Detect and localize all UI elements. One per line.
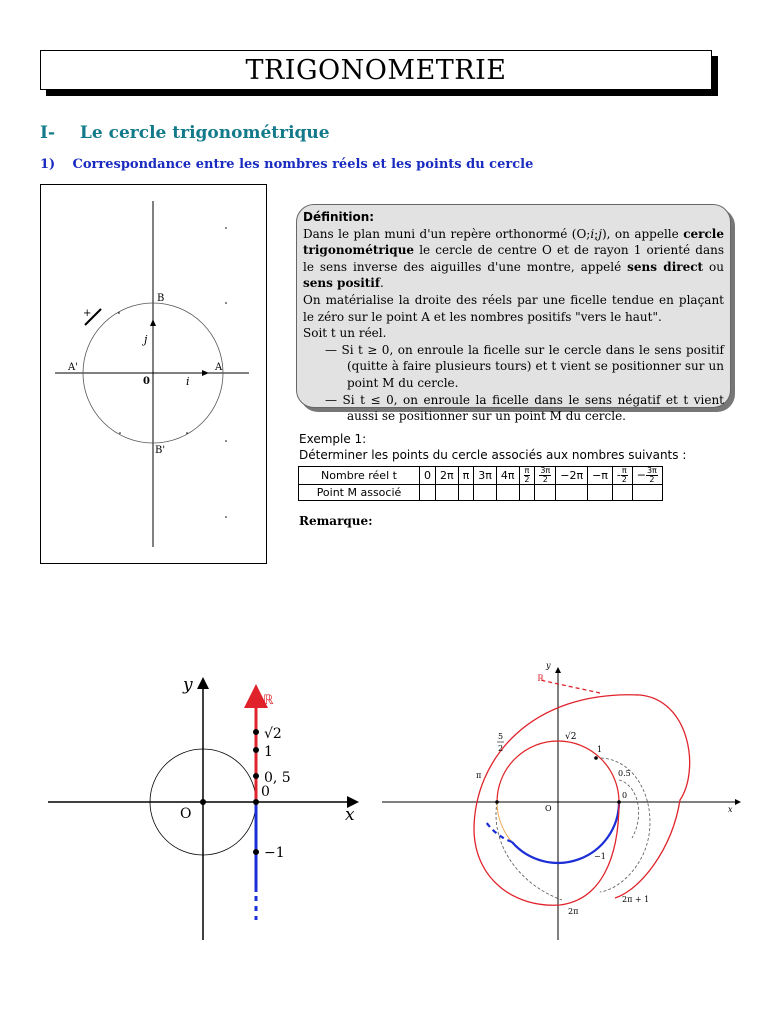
label-a: A [215,362,223,373]
definition-bullet-1: — Si t ≥ 0, on enroule la ficelle sur le cercle dans le sens positif (quitte à faire plusieurs tours) et t vient se positionner sur un point M du cercle. [325,342,724,390]
label-i: i [186,375,190,388]
fig3-pi-label: π [476,771,482,780]
trig-circle-svg [41,185,266,563]
figure-straight-line [48,675,356,940]
subsection-heading-1 [40,157,533,172]
fig3-point-one [594,756,598,760]
fig2-point-sqrt2 [253,729,259,735]
fig3-half-label: 0.5 [618,769,631,778]
fig3-reals-label: ℝ [537,674,545,684]
def-text: . [380,276,384,291]
vector-j-head [150,319,156,326]
def-text: ou [709,259,724,274]
def-text: ), on appelle [601,226,679,241]
frac-sign: − [636,468,646,482]
vector-i-head [202,370,209,376]
table-cell [519,467,535,485]
table-cell: π [458,467,474,485]
table-cell [556,485,588,501]
table-cell [436,485,459,501]
fig2-zero-label: 0 [261,784,270,800]
trig-circle-figure [40,184,267,564]
fig2-point-half [253,773,259,779]
table-cell: 4π [496,467,519,485]
table-cell [420,485,436,501]
definition-bullet-2: — Si t ≤ 0, on enroule la ficelle dans le sens négatif et t vient aussi se positionner sur un point M du cercle. [325,392,724,424]
frac-num: π [524,466,530,475]
label-origin: 0 [143,376,150,387]
fig2-origin-point [200,799,206,805]
frac-den: 2 [649,475,655,484]
definition-heading: Définition: [303,210,375,224]
fig3-y-label: y [546,661,551,670]
definition-box [296,204,731,424]
title-frame [40,50,712,90]
label-b-prime: B' [155,445,166,456]
tick-mark [186,432,188,434]
frac-den: 2 [542,475,548,484]
table-cell [632,467,662,485]
table-cell [458,485,474,501]
table-cell [535,467,556,485]
dot-mark [225,227,227,229]
wrapping-figures [0,650,768,950]
fig3-two-label: 2 [498,744,504,753]
fig2-minus-one-label: −1 [264,845,285,861]
definition-paragraph-2: On matérialise la droite des réels par une ficelle tendue en plaçant le zéro sur le point A et les nombres positifs "vers le haut". [303,292,724,324]
fig3-point-pi [495,800,499,804]
table-cell [474,485,497,501]
fig3-two-pi-plus-one-label: 2π + 1 [622,895,650,904]
example-title: Exemple 1: [299,432,367,446]
frac-num: π [621,466,627,475]
fig3-two-pi-label: 2π [568,907,579,916]
dot-mark [225,440,227,442]
def-text: ; [594,226,599,241]
fig2-reals-label: ℝ [263,693,274,708]
table-cell [612,485,632,501]
fig3-zero-label: 0 [622,791,628,800]
frac-den: 2 [524,475,530,484]
fig3-origin-label: O [545,804,552,813]
label-j: j [144,333,148,346]
label-b: B [157,293,165,304]
fig2-half-label: 0, 5 [264,770,291,786]
example-instruction: Déterminer les points du cercle associés aux nombres suivants : [299,448,687,462]
def-text: le cercle de centre O et de rayon 1 orienté dans le sens inverse des aiguilles d'une montre, appelé [303,243,724,274]
fig3-sqrt2-label: √2 [565,732,577,742]
dot-mark [225,516,227,518]
dot-mark [225,302,227,304]
fig2-point-zero [253,799,259,805]
fig3-point-zero [617,800,621,804]
fig3-x-label: x [728,805,733,814]
fig3-red-spiral [474,695,690,905]
fig3-red-dashed-end [540,680,600,693]
table-cell [496,485,519,501]
subsection-number: 1) [40,157,56,172]
fig3-dashed-guide-1 [600,758,650,892]
fig2-x-label: x [345,805,355,825]
table-cell: 2π [436,467,459,485]
example-table [298,466,663,501]
table-cell [519,485,535,501]
frac-den: 2 [621,475,627,484]
frac-num: 3π [540,466,551,475]
table-row-header: Point M associé [299,485,420,501]
table-cell: 0 [420,467,436,485]
term-cercle: cercle trigonométrique [303,226,724,258]
figure-wrapped-line [382,661,740,940]
fig3-five-label: 5 [498,732,504,741]
page-title: TRIGONOMETRIE [40,50,712,90]
fig2-y-label: y [183,675,193,695]
vector-i-symbol: i [590,226,595,241]
table-row [299,485,663,501]
definition-paragraph-1 [303,226,724,292]
table-cell: 3π [474,467,497,485]
table-cell [588,485,613,501]
table-row-header: Nombre réel t [299,467,420,485]
table-cell [612,467,632,485]
fig2-sqrt2-label: √2 [264,726,282,742]
table-cell [535,485,556,501]
remark-heading: Remarque: [299,514,373,528]
subsection-label: Correspondance entre les nombres réels et les points du cercle [72,157,534,172]
definition-paragraph-3: Soit t un réel. [303,326,387,341]
label-a-prime: A' [68,362,78,373]
table-cell: −π [588,467,613,485]
fig3-blue-dashed [486,822,512,842]
label-plus: + [83,308,92,319]
fig3-dashed-guide-3 [496,802,562,900]
fig3-one-label: 1 [597,745,603,754]
table-cell: −2π [556,467,588,485]
fig3-minus-one-label: −1 [594,852,606,861]
def-text: Dans le plan muni d'un repère orthonormé (O; [303,226,591,241]
table-cell [632,485,662,501]
tick-mark [119,432,121,434]
section-number: I- [40,123,56,143]
vector-j-symbol: j [598,226,602,241]
section-heading-1 [40,123,330,143]
fig3-dashed-guide-2 [619,780,639,838]
fig2-point-one [253,747,259,753]
fig2-origin-label: O [180,806,192,822]
section-label: Le cercle trigonométrique [79,123,330,143]
fig2-point-minus-one [253,849,259,855]
frac-num: 3π [646,466,657,475]
frac-sign: - [616,468,621,482]
table-row [299,467,663,485]
tick-mark [118,312,120,314]
fig2-one-label: 1 [264,744,273,760]
term-sens-direct: sens direct [627,259,704,274]
term-sens-positif: sens positif [303,276,381,291]
